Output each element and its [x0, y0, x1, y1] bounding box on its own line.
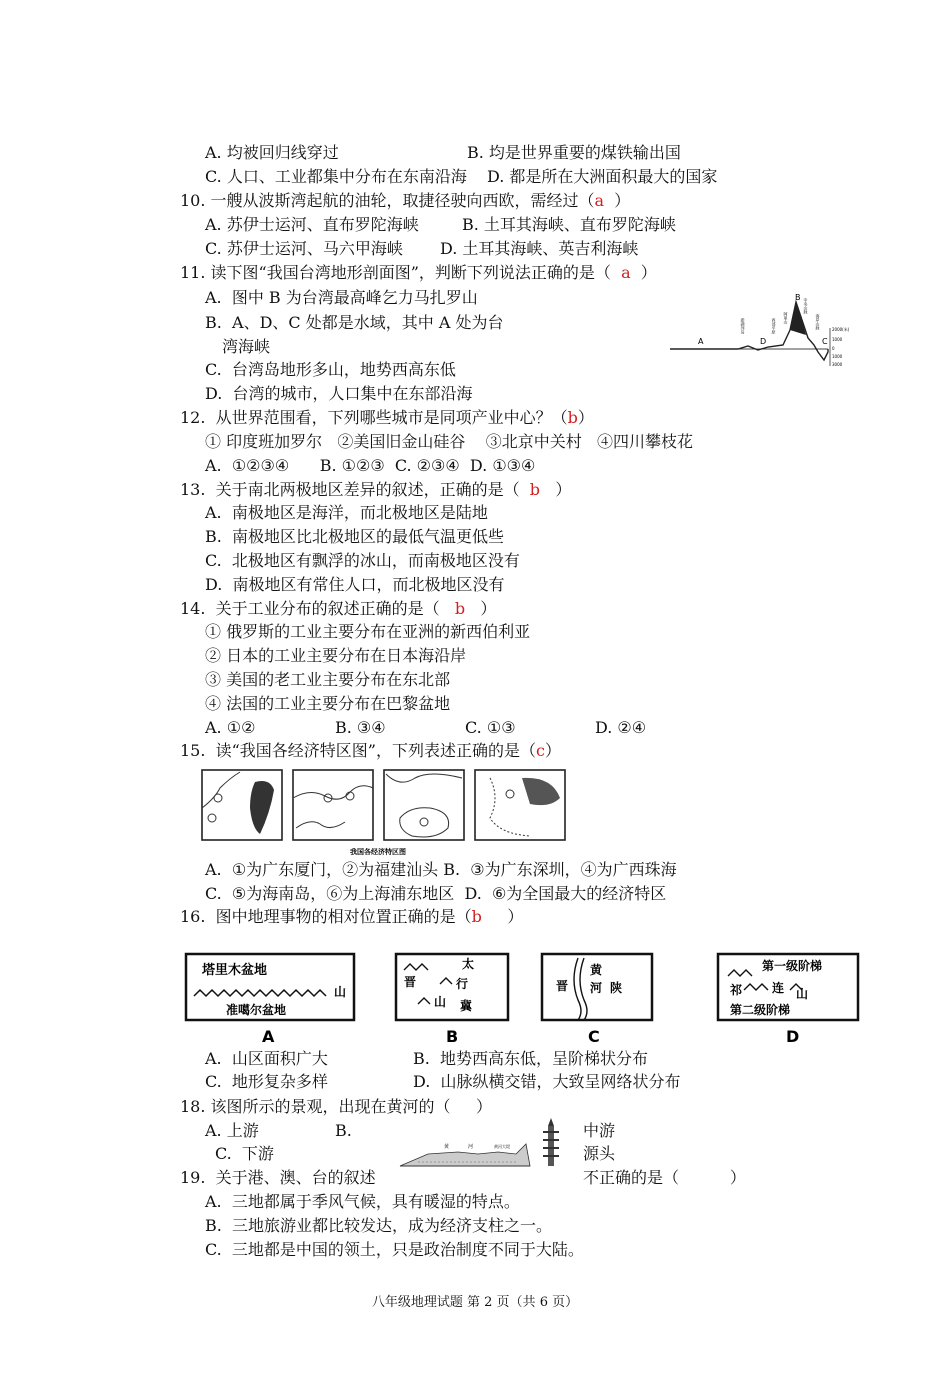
profile-label-b: B	[795, 293, 801, 302]
q16-option-d: D. 山脉纵横交错，大致呈网络状分布	[413, 1072, 681, 1091]
panel-b-t3: 行	[456, 977, 469, 991]
yellow-river-t1: 黄	[444, 1144, 450, 1150]
q16-option-b: B. 地势西高东低，呈阶梯状分布	[413, 1049, 649, 1068]
q14-option-d: D. ②④	[595, 718, 647, 737]
profile-scale-1000: 1000	[832, 337, 843, 342]
yellow-river-figure	[398, 1118, 574, 1170]
q15-options-ab: A. ①为广东厦门，②为福建汕头 B. ③为广东深圳，④为广西珠海	[205, 860, 677, 879]
q9-option-b: B. 均是世界重要的煤铁输出国	[467, 143, 681, 162]
q11-option-b-cont: 湾海峡	[222, 337, 271, 356]
q18-option-c: C. 下游	[215, 1144, 274, 1163]
q14-stem: 14. 关于工业分布的叙述正确的是（ b ）	[180, 599, 497, 618]
panel-d-t1: 第一级阶梯	[762, 959, 823, 973]
q11-option-a: A. 图中 B 为台湾最高峰乞力马扎罗山	[205, 288, 478, 307]
profile-top-label-penghu: 澎湖列岛	[740, 318, 746, 334]
profile-label-a: A	[698, 337, 704, 346]
q12-answer: b	[567, 408, 578, 427]
q14-answer: b	[454, 599, 466, 618]
q16-stem: 16. 图中地理事物的相对位置正确的是（b ）	[180, 907, 524, 926]
panel-b	[396, 954, 508, 1046]
yellow-river-t3: 黄河大堤	[494, 1144, 510, 1149]
profile-label-c: C	[822, 337, 828, 346]
q19-option-b: B. 三地旅游业都比较发达，成为经济支柱之一。	[205, 1216, 553, 1235]
q19-option-c: C. 三地都是中国的领土，只是政治制度不同于大陆。	[205, 1240, 584, 1259]
q13-answer: b	[529, 480, 541, 499]
q18-option-b: B.	[335, 1121, 352, 1140]
panel-c-t4: 陕	[610, 981, 623, 995]
q10-option-a: A. 苏伊士运河、直布罗陀海峡	[205, 215, 419, 234]
panel-d-t3: 连	[772, 981, 785, 995]
q13-option-d: D. 南极地区有常住人口，而北极地区没有	[205, 575, 505, 594]
profile-scale-neg3000: 3000	[832, 362, 843, 367]
panel-d-t5: 第二级阶梯	[730, 1003, 791, 1017]
profile-label-d: D	[760, 337, 767, 346]
q16-option-c: C. 地形复杂多样	[205, 1072, 328, 1091]
q13-option-b: B. 南极地区比北极地区的最低气温更低些	[205, 527, 505, 546]
q10-stem: 10. 一艘从波斯湾起航的油轮，取捷径驶向西欧，需经过（a ）	[180, 191, 631, 210]
page-footer: 八年级地理试题 第 2 页（共 6 页）	[371, 1295, 579, 1310]
q19-stem-cont: 不正确的是（ ）	[583, 1168, 746, 1187]
panel-d-t2: 祁	[730, 983, 743, 997]
profile-scale-0: 0	[832, 346, 835, 351]
panel-b-t2: 晋	[404, 975, 417, 989]
q13-stem: 13. 关于南北两极地区差异的叙述，正确的是（ b ）	[180, 480, 572, 499]
q11-option-d: D. 台湾的城市，人口集中在东部沿海	[205, 384, 473, 403]
q14-statement-4: ④ 法国的工业主要分布在巴黎盆地	[205, 694, 451, 713]
economic-zones-caption: 我国各经济特区图	[350, 848, 406, 856]
q14-option-a: A. ①②	[205, 718, 256, 737]
q11-option-b: B. A、D、C 处都是水域，其中 A 处为台	[205, 313, 504, 332]
q12-options: A. ①②③④ B. ①②③ C. ②③④ D. ①③④	[205, 456, 536, 475]
panel-c-letter: C	[588, 1027, 600, 1046]
q18-option-b-text: 中游	[583, 1121, 616, 1140]
q11-stem: 11. 读下图“我国台湾地形剖面图”，判断下列说法正确的是（ a ）	[180, 263, 657, 282]
q16-answer: b	[471, 907, 482, 926]
panel-d	[718, 954, 858, 1046]
q12-stem: 12. 从世界范围看，下列哪些城市是同项产业中心？（b）	[180, 408, 594, 427]
q14-statement-3: ③ 美国的老工业主要分布在东北部	[205, 670, 451, 689]
q13-option-a: A. 南极地区是海洋，而北极地区是陆地	[205, 503, 488, 522]
yellow-river-t2: 河	[468, 1144, 474, 1150]
q16-option-a: A. 山区面积广大	[205, 1049, 328, 1068]
profile-top-label-alishan: 阿里山	[783, 312, 789, 324]
panel-b-letter: B	[446, 1027, 459, 1046]
q19-stem: 19. 关于港、澳、台的叙述	[180, 1168, 376, 1187]
q15-stem: 15. 读“我国各经济特区图”，下列表述正确的是（c）	[180, 741, 561, 760]
q14-statement-1: ① 俄罗斯的工业主要分布在亚洲的新西伯利亚	[205, 622, 531, 641]
economic-zones-figure	[200, 768, 568, 858]
q12-items: ① 印度班加罗尔 ②美国旧金山硅谷 ③北京中关村 ④四川攀枝花	[205, 432, 693, 451]
q14-option-c: C. ①③	[465, 718, 516, 737]
panel-d-letter: D	[786, 1027, 800, 1046]
panel-a-bottom: 准噶尔盆地	[226, 1003, 287, 1017]
q10-option-c: C. 苏伊士运河、马六甲海峡	[205, 239, 403, 258]
q15-answer: c	[535, 741, 545, 760]
q14-statement-2: ② 日本的工业主要分布在日本海沿岸	[205, 646, 467, 665]
profile-top-label-central: 中央山脉	[803, 298, 809, 314]
q14-option-b: B. ③④	[335, 718, 386, 737]
q9-option-a: A. 均被回归线穿过	[205, 143, 339, 162]
q18-option-a: A. 上游	[205, 1121, 259, 1140]
q10-option-d: D. 土耳其海峡、英吉利海峡	[440, 239, 639, 258]
q9-option-c: C. 人口、工业都集中分布在东南沿海	[205, 167, 467, 186]
q15-options-cd: C. ⑤为海南岛，⑥为上海浦东地区 D. ⑥为全国最大的经济特区	[205, 884, 667, 903]
q9-option-d: D. 都是所在大洲面积最大的国家	[487, 167, 718, 186]
profile-scale-neg1000: 1000	[832, 354, 843, 359]
profile-scale-2000: 2000(米)	[832, 327, 850, 332]
relative-position-figure	[182, 950, 862, 1046]
q11-answer: a	[621, 263, 631, 282]
panel-b-t4: 山	[434, 995, 447, 1009]
q18-stem: 18. 该图所示的景观，出现在黄河的（ ）	[180, 1097, 492, 1116]
panel-a-top: 塔里木盆地	[202, 963, 268, 978]
q11-option-c: C. 台湾岛地形多山，地势西高东低	[205, 360, 456, 379]
q19-option-a: A. 三地都属于季风气候，具有暖湿的特点。	[205, 1192, 520, 1211]
panel-a-letter: A	[262, 1027, 275, 1046]
q13-option-c: C. 北极地区有飘浮的冰山，而南极地区没有	[205, 551, 520, 570]
panel-b-t5: 冀	[460, 999, 473, 1013]
panel-c	[542, 954, 652, 1046]
q10-answer: a	[594, 191, 605, 210]
panel-c-t2: 黄	[590, 963, 603, 977]
panel-c-t3: 河	[590, 981, 603, 995]
taiwan-profile-figure	[668, 290, 850, 370]
panel-b-t1: 太	[462, 957, 475, 971]
profile-top-label-plain: 西部平原	[771, 318, 777, 334]
profile-top-label-coastal: 海岸山脉	[815, 314, 821, 330]
panel-c-t1: 晋	[556, 979, 569, 993]
panel-d-t4: 山	[796, 987, 809, 1001]
q10-option-b: B. 土耳其海峡、直布罗陀海峡	[462, 215, 676, 234]
q18-option-d-text: 源头	[583, 1144, 616, 1163]
panel-a-mid: 山	[334, 985, 347, 999]
panel-a	[186, 954, 354, 1046]
